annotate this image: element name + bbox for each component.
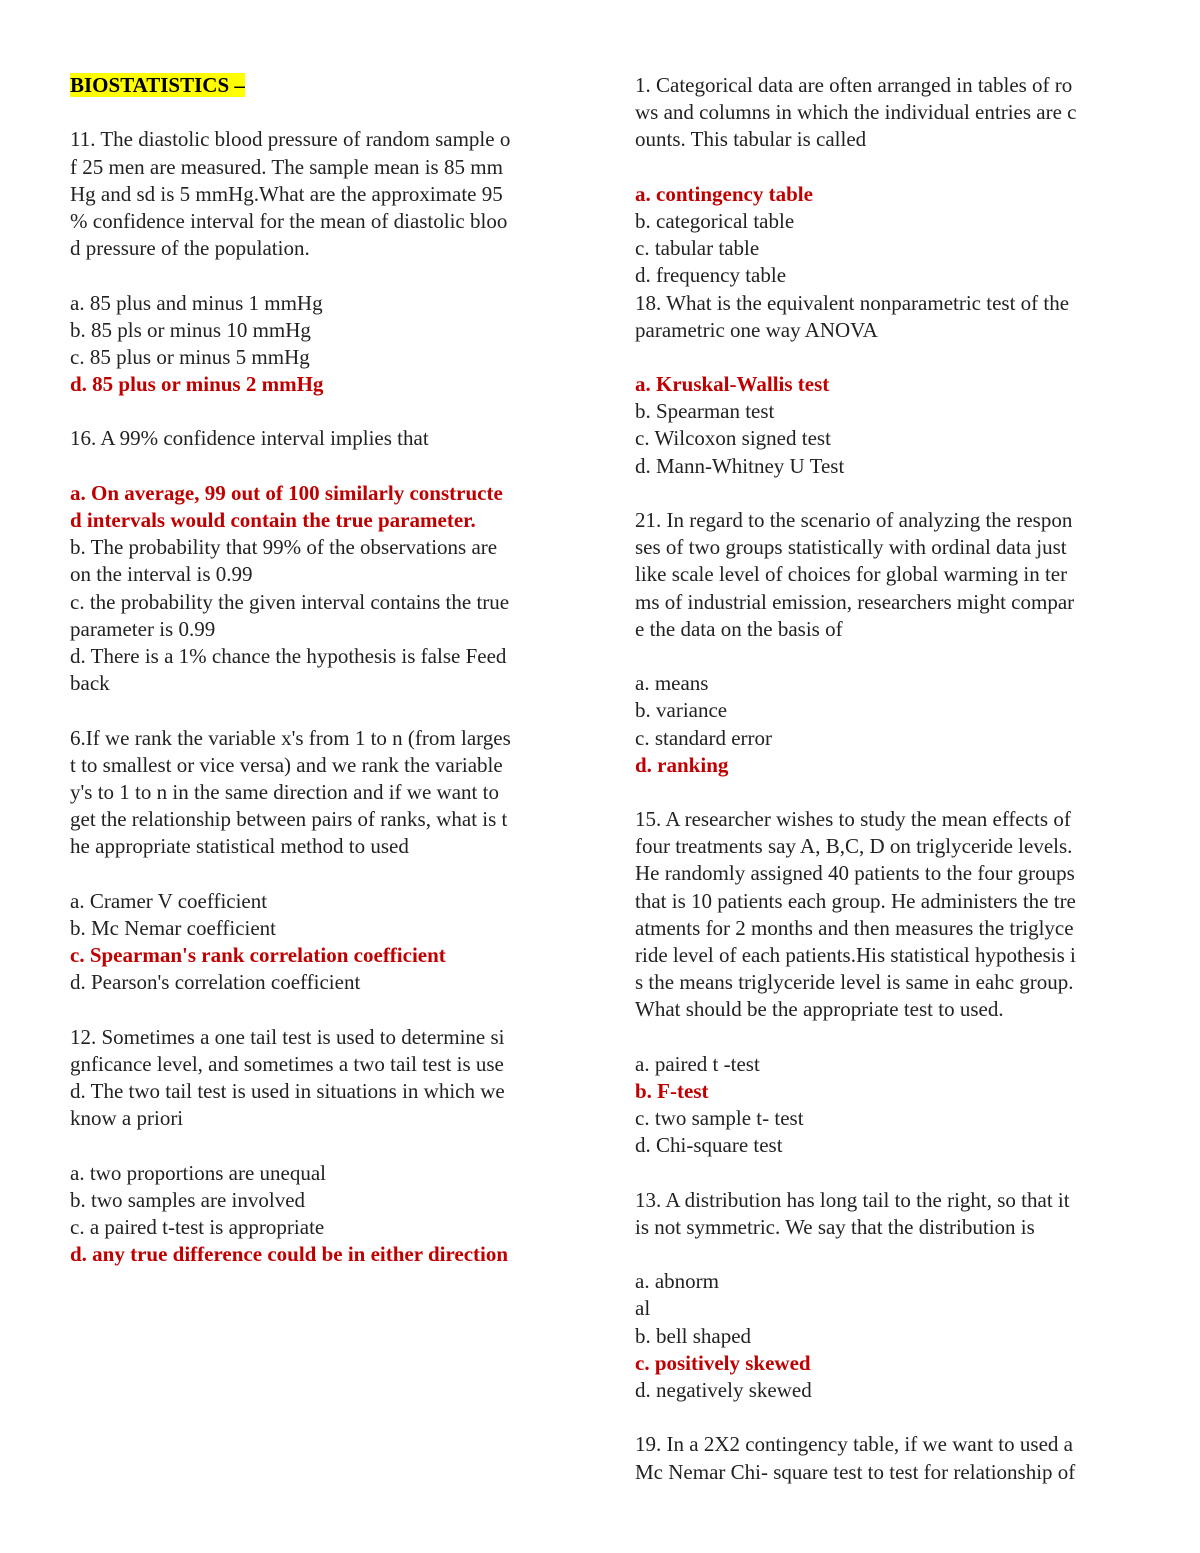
text-line: t to smallest or vice versa) and we rank the variable [70, 752, 503, 777]
text-line: 15. A researcher wishes to study the mean effects of [635, 807, 1071, 832]
text-line: d. There is a 1% chance the hypothesis is false Feed [70, 643, 507, 668]
text-line: c. 85 plus or minus 5 mmHg [70, 344, 310, 369]
text-line: d. Chi-square test [635, 1133, 783, 1158]
text-line: 1. Categorical data are often arranged in tables of ro [635, 73, 1073, 97]
blank-line [70, 1132, 570, 1159]
correct-answer-line: a. contingency table [635, 181, 813, 206]
text-line: ws and columns in which the individual entries are c [635, 100, 1077, 125]
text-line: % confidence interval for the mean of diastolic bloo [70, 208, 508, 233]
text-line: 6.If we rank the variable x's from 1 to n (from larges [70, 725, 511, 750]
text-line: back [70, 671, 110, 696]
text-line: is not symmetric. We say that the distribution is [635, 1214, 1035, 1239]
blank-line [635, 480, 1135, 507]
blank-line [635, 344, 1135, 371]
text-line: 18. What is the equivalent nonparametric test of the [635, 290, 1070, 315]
text-line: he appropriate statistical method to used [70, 834, 409, 859]
text-line: ounts. This tabular is called [635, 127, 867, 152]
text-line: b. categorical table [635, 208, 795, 233]
text-line: Hg and sd is 5 mmHg.What are the approximate 95 [70, 181, 503, 206]
text-line: d pressure of the population. [70, 236, 310, 261]
blank-line [70, 398, 570, 425]
blank-line [635, 1160, 1135, 1187]
correct-answer-line: b. F-test [635, 1078, 709, 1103]
text-line: What should be the appropriate test to used. [635, 997, 1004, 1022]
text-line: a. paired t -test [635, 1051, 760, 1076]
text-line: four treatments say A, B,C, D on triglyceride levels. [635, 834, 1073, 859]
text-line: c. two sample t- test [635, 1106, 804, 1131]
correct-answer-line: a. On average, 99 out of 100 similarly constructe [70, 480, 503, 505]
text-line: a. two proportions are unequal [70, 1160, 327, 1185]
text-line: s the means triglyceride level is same in eahc group. [635, 970, 1074, 995]
text-line: c. standard error [635, 725, 773, 750]
correct-answer-line: c. Spearman's rank correlation coefficient [70, 943, 446, 967]
text-line: d. Mann-Whitney U Test [635, 453, 845, 478]
text-line: ride level of each patients.His statistical hypothesis i [635, 943, 1076, 967]
text-line: know a priori [70, 1106, 184, 1131]
text-line: b. variance [635, 698, 728, 723]
blank-line [635, 643, 1135, 670]
text-line: d. Pearson's correlation coefficient [70, 970, 361, 995]
text-line: a. abnorm [635, 1269, 719, 1294]
text-line: b. Mc Nemar coefficient [70, 915, 277, 940]
text-line: b. Spearman test [635, 399, 775, 424]
right-column [635, 72, 1135, 1486]
text-line: a. means [635, 671, 709, 696]
correct-answer-line: d intervals would contain the true parameter. [70, 508, 476, 532]
text-line: 21. In regard to the scenario of analyzing the respon [635, 508, 1073, 532]
text-line: y's to 1 to n in the same direction and if we want to [70, 779, 499, 804]
text-line: that is 10 patients each group. He administers the tre [635, 888, 1076, 913]
title-highlight: BIOSTATISTICS – [70, 73, 245, 97]
blank-line [635, 1404, 1135, 1431]
text-line: Mc Nemar Chi- square test to test for relationship of [635, 1459, 1076, 1484]
text-line: ms of industrial emission, researchers might compar [635, 589, 1075, 614]
text-line: f 25 men are measured. The sample mean is 85 mm [70, 154, 503, 179]
text-line: a. Cramer V coefficient [70, 888, 268, 913]
blank-line [70, 262, 570, 289]
blank-line [70, 860, 570, 887]
text-line: 11. The diastolic blood pressure of random sample o [70, 127, 511, 152]
text-line: get the relationship between pairs of ranks, what is t [70, 807, 508, 832]
left-column [70, 72, 570, 1268]
blank-line [635, 154, 1135, 181]
document-title [70, 72, 570, 99]
blank-line [635, 1241, 1135, 1268]
text-line: gnficance level, and sometimes a two tail test is use [70, 1051, 504, 1076]
text-line: c. Wilcoxon signed test [635, 426, 831, 451]
blank-line [70, 99, 570, 126]
text-line: a. 85 plus and minus 1 mmHg [70, 290, 323, 315]
text-line: b. The probability that 99% of the observations are [70, 535, 498, 560]
blank-line [70, 996, 570, 1023]
text-line: al [635, 1296, 651, 1321]
blank-line [70, 697, 570, 724]
text-line: parameter is 0.99 [70, 616, 216, 641]
blank-line [635, 779, 1135, 806]
text-line: b. 85 pls or minus 10 mmHg [70, 317, 311, 342]
correct-answer-line: d. ranking [635, 752, 729, 777]
text-line: c. the probability the given interval contains the true [70, 589, 510, 614]
correct-answer-line: c. positively skewed [635, 1350, 811, 1375]
correct-answer-line: d. any true difference could be in either direction [70, 1242, 509, 1267]
correct-answer-line: a. Kruskal-Wallis test [635, 372, 830, 397]
text-line: ses of two groups statistically with ordinal data just [635, 535, 1067, 560]
blank-line [70, 453, 570, 480]
text-line: d. frequency table [635, 263, 787, 288]
text-line: e the data on the basis of [635, 616, 843, 641]
text-line: He randomly assigned 40 patients to the four groups [635, 861, 1075, 886]
text-line: atments for 2 months and then measures the triglyce [635, 915, 1074, 940]
text-line: b. bell shaped [635, 1323, 752, 1348]
text-line: d. The two tail test is used in situations in which we [70, 1078, 505, 1103]
text-line: 12. Sometimes a one tail test is used to determine si [70, 1024, 505, 1049]
text-line: like scale level of choices for global warming in ter [635, 562, 1068, 587]
text-line: d. negatively skewed [635, 1378, 812, 1402]
correct-answer-line: d. 85 plus or minus 2 mmHg [70, 372, 324, 397]
text-line: 19. In a 2X2 contingency table, if we want to used a [635, 1432, 1073, 1457]
text-line: on the interval is 0.99 [70, 562, 253, 587]
text-line: 16. A 99% confidence interval implies that [70, 426, 429, 451]
text-line: b. two samples are involved [70, 1187, 306, 1212]
blank-line [635, 1024, 1135, 1051]
text-line: 13. A distribution has long tail to the right, so that it [635, 1187, 1070, 1212]
text-line: c. tabular table [635, 236, 760, 261]
text-line: c. a paired t-test is appropriate [70, 1214, 325, 1239]
text-line: parametric one way ANOVA [635, 317, 878, 342]
